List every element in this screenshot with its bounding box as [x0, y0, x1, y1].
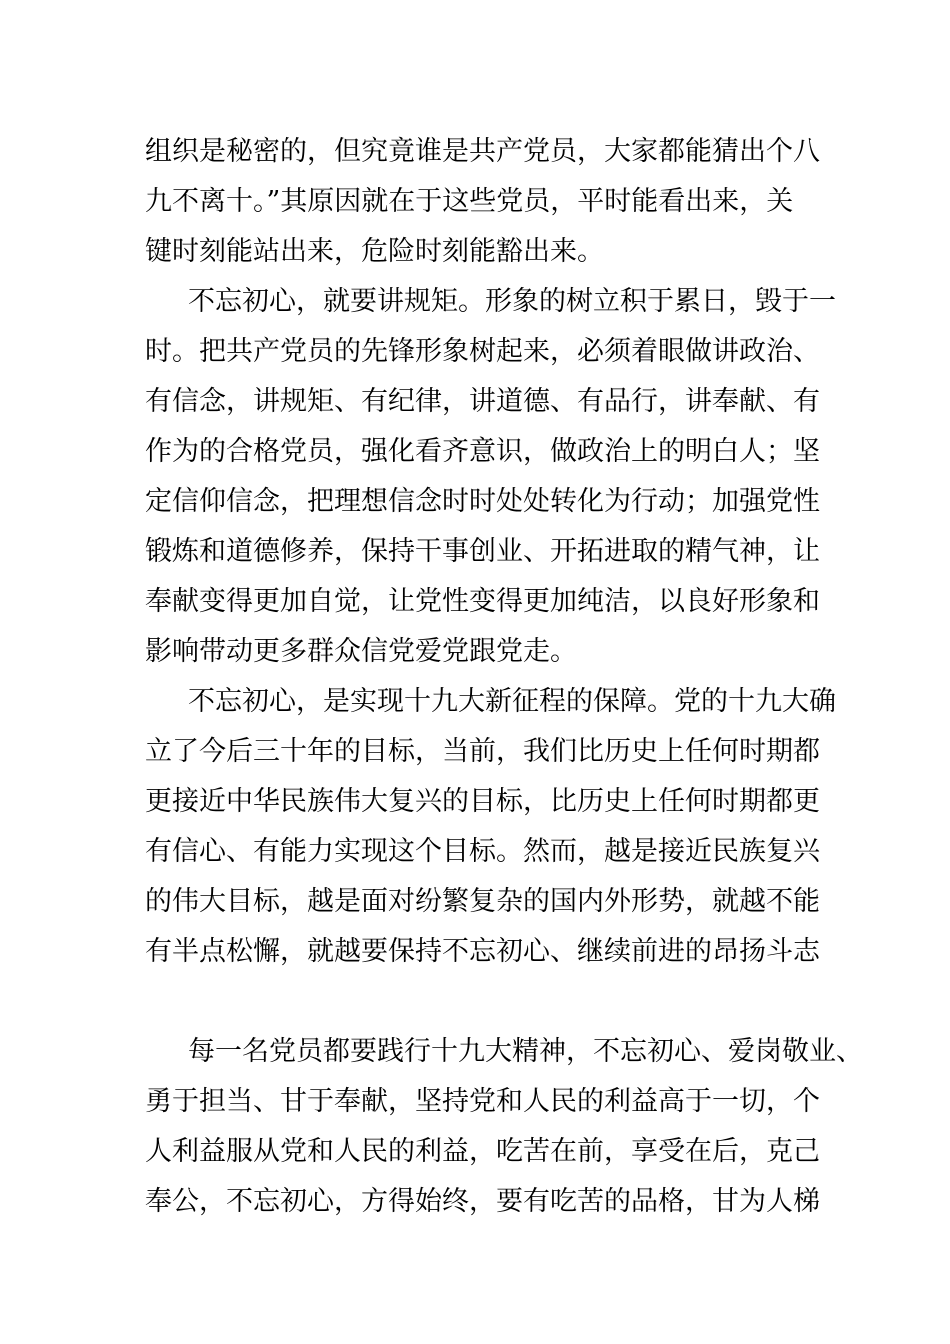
paragraph-3-line-3: 更接近中华民族伟大复兴的目标，比历史上任何时期都更	[145, 786, 820, 817]
paragraph-2-line-1: 不忘初心，就要讲规矩。形象的树立积于累日，毁于一	[188, 286, 836, 317]
paragraph-2-line-3: 有信念，讲规矩、有纪律，讲道德、有品行，讲奉献、有	[145, 386, 820, 417]
paragraph-3-line-4: 有信心、有能力实现这个目标。然而，越是接近民族复兴	[145, 836, 820, 867]
paragraph-4-line-3: 人利益服从党和人民的利益，吃苦在前，享受在后，克己	[145, 1136, 820, 1167]
paragraph-3-line-6: 有半点松懈，就越要保持不忘初心、继续前进的昂扬斗志	[145, 936, 820, 967]
paragraph-2-line-8: 影响带动更多群众信党爱党跟党走。	[145, 636, 577, 667]
paragraph-1-line-2: 九不离十。”其原因就在于这些党员，平时能看出来，关	[145, 186, 794, 217]
paragraph-3-line-2: 立了今后三十年的目标，当前，我们比历史上任何时期都	[145, 736, 820, 767]
paragraph-3-line-1: 不忘初心，是实现十九大新征程的保障。党的十九大确	[188, 686, 836, 717]
paragraph-4-line-2: 勇于担当、甘于奉献，坚持党和人民的利益高于一切，个	[145, 1086, 820, 1117]
paragraph-3-line-5: 的伟大目标，越是面对纷繁复杂的国内外形势，就越不能	[145, 886, 820, 917]
paragraph-2-line-7: 奉献变得更加自觉，让党性变得更加纯洁，以良好形象和	[145, 586, 820, 617]
paragraph-2-line-4: 作为的合格党员，强化看齐意识，做政治上的明白人；坚	[145, 436, 820, 467]
paragraph-2-line-2: 时。把共产党员的先锋形象树起来，必须着眼做讲政治、	[145, 336, 820, 367]
paragraph-2-line-6: 锻炼和道德修养，保持干事创业、开拓进取的精气神，让	[145, 536, 820, 567]
paragraph-1-line-1: 组织是秘密的，但究竟谁是共产党员，大家都能猜出个八	[145, 136, 820, 167]
paragraph-4-line-1: 每一名党员都要践行十九大精神，不忘初心、爱岗敬业、	[188, 1036, 863, 1067]
paragraph-4-line-4: 奉公，不忘初心，方得始终，要有吃苦的品格，甘为人梯	[145, 1186, 820, 1217]
paragraph-2-line-5: 定信仰信念，把理想信念时时处处转化为行动；加强党性	[145, 486, 820, 517]
paragraph-1-line-3: 键时刻能站出来，危险时刻能豁出来。	[145, 236, 604, 267]
